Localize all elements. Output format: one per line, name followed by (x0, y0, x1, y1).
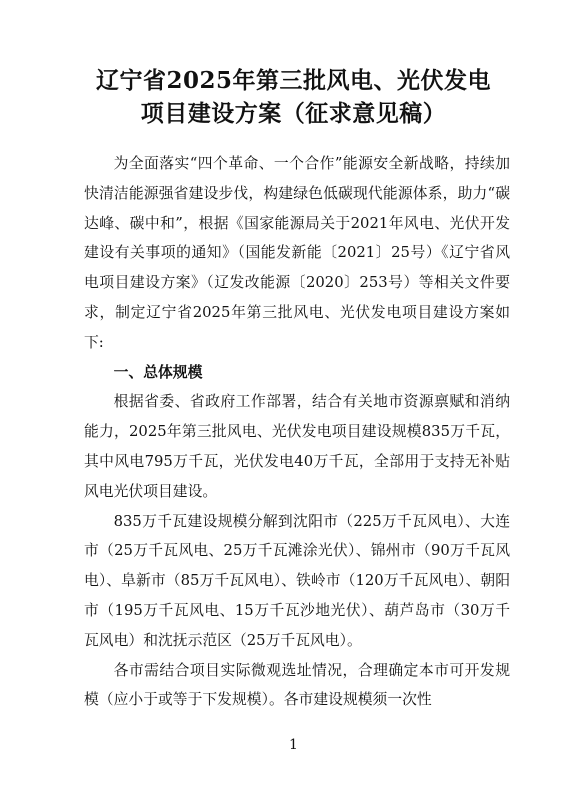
paragraph-city-requirements: 各市需结合项目实际微观选址情况，合理确定本市可开发规模（应小于或等于下发规模）。各市建设规模须一次性 (84, 661, 510, 709)
document-title-line-1: 辽宁省2025年第三批风电、光伏发电 (95, 67, 491, 94)
paragraph-overall-scale: 根据省委、省政府工作部署，结合有关地市资源禀赋和消纳能力，2025年第三批风电、光伏发电项目建设规模835万千瓦，其中风电795万千瓦，光伏发电40万千瓦，全部用于支持无补贴风电光伏项目建设。 (84, 393, 510, 500)
section-heading-overall-scale: 一、总体规模 (113, 363, 203, 381)
intro-paragraph: 为全面落实“四个革命、一个合作”能源安全新战略，持续加快清洁能源强省建设步伐，构建绿色低碳现代能源体系，助力“碳达峰、碳中和”，根据《国家能源局关于2021年风电、光伏开发建设有关事项的通知》（国能发新能〔2021〕25号）《辽宁省风电项目建设方案》（辽发改能源〔2020〕253号）等相关文件要求，制定辽宁省2025年第三批风电、光伏发电项目建设方案如下: (84, 155, 510, 351)
document-body (84, 149, 510, 715)
page-number: 1 (289, 737, 298, 753)
document-title-line-2: 项目建设方案（征求意见稿） (140, 100, 447, 127)
paragraph-city-allocation: 835万千瓦建设规模分解到沈阳市（225万千瓦风电）、大连市（25万千瓦风电、25万千瓦滩涂光伏）、锦州市（90万千瓦风电）、阜新市（85万千瓦风电）、铁岭市（120万千瓦风电）、朝阳市（195万千瓦风电、15万千瓦沙地光伏）、葫芦岛市（30万千瓦风电）和沈抚示范区（25万千瓦风电）。 (84, 512, 510, 649)
